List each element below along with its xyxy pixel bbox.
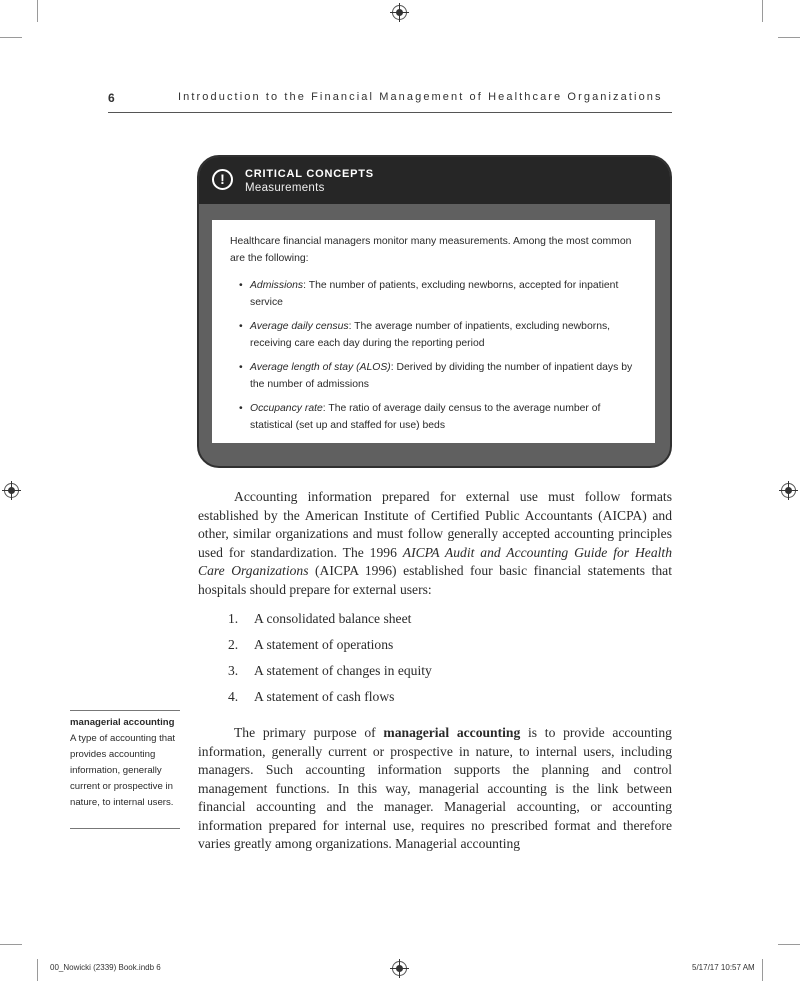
box-intro: Healthcare financial managers monitor many measurements. Among the most common are the following: (230, 236, 632, 264)
measurement-term: Average daily census (250, 321, 349, 332)
crop-mark (0, 37, 22, 38)
crop-mark (762, 959, 763, 981)
key-term: managerial accounting (383, 725, 521, 740)
guide-title: AICPA Audit and Accounting Guide for Health Care Organizations (198, 544, 672, 578)
list-number: 4. (228, 689, 239, 704)
measurement-term: Average length of stay (ALOS) (250, 362, 391, 373)
box-content (212, 220, 655, 443)
bullet-icon: • (239, 362, 243, 373)
measurement-definition: : The ratio of average daily census to the average number of statistical (set up and staffed for use) beds (250, 403, 601, 431)
measurement-term: Occupancy rate (250, 403, 323, 414)
paragraph-text: Accounting information prepared for external use must follow formats established by the American Institute of Certified Public Accountants (AICPA) and other, similar organizations and must follow generally accepted accounting principles used for standardization. The 1996 (198, 489, 672, 560)
list-item (230, 400, 643, 434)
list-item (228, 689, 628, 715)
header-rule (108, 112, 672, 113)
crop-mark (37, 0, 38, 22)
list-number: 1. (228, 611, 239, 626)
footer-file-slug: 00_Nowicki (2339) Book.indb 6 (50, 963, 161, 972)
crop-mark (778, 944, 800, 945)
registration-mark-icon (392, 961, 407, 976)
paragraph-text: (AICPA 1996) established four basic financial statements that hospitals should prepare for external users: (198, 563, 672, 597)
footer-timestamp: 5/17/17 10:57 AM (692, 963, 755, 972)
page-number: 6 (108, 91, 115, 105)
measurement-term: Admissions (250, 280, 304, 291)
box-header (199, 157, 670, 204)
bullet-icon: • (239, 321, 243, 332)
list-number: 2. (228, 637, 239, 652)
list-number: 3. (228, 663, 239, 678)
registration-mark-icon (4, 483, 19, 498)
list-item-text: A statement of operations (254, 637, 394, 652)
list-item-text: A consolidated balance sheet (254, 611, 412, 626)
critical-concepts-box (197, 155, 672, 468)
paragraph-text: is to provide accounting information, generally current or prospective in nature, to internal users, including managers. Such accounting information supports the planning and control management functions. In this way, managerial accounting is the link between financial accounting and the manager. Managerial accounting, or accounting information prepared for internal use, requires no prescribed format and therefore varies greatly among organizations. Managerial accounting (198, 725, 672, 851)
registration-mark-icon (781, 483, 796, 498)
list-item (228, 663, 628, 689)
running-head-title: Introduction to the Financial Management of Healthcare Organizations (178, 91, 663, 103)
sidebar-rule (70, 710, 180, 711)
measurement-definition: : The number of patients, excluding newborns, accepted for inpatient service (250, 280, 619, 308)
sidebar-rule (70, 828, 180, 829)
registration-mark-icon (392, 5, 407, 20)
exclamation-circle-icon: ! (212, 169, 233, 190)
body-paragraph (198, 724, 672, 854)
list-item (230, 318, 643, 352)
list-item (230, 277, 643, 311)
bullet-icon: • (239, 403, 243, 414)
body-paragraph (198, 488, 672, 599)
box-title: CRITICAL CONCEPTS (245, 168, 374, 180)
list-item-text: A statement of changes in equity (254, 663, 432, 678)
financial-statements-list (228, 611, 628, 715)
glossary-definition: A type of accounting that provides accounting information, generally current or prospective in nature, to internal users. (70, 733, 176, 808)
measurement-definition: : The average number of inpatients, excluding newborns, receiving care each day during the reporting period (250, 321, 611, 349)
list-item (228, 637, 628, 663)
list-item-text: A statement of cash flows (254, 689, 395, 704)
list-item (228, 611, 628, 637)
measurements-list (230, 277, 643, 434)
bullet-icon: • (239, 280, 243, 291)
crop-mark (0, 944, 22, 945)
glossary-sidebar (70, 715, 180, 811)
crop-mark (37, 959, 38, 981)
crop-mark (762, 0, 763, 22)
paragraph-text: The primary purpose of (234, 725, 384, 740)
measurement-definition: : Derived by dividing the number of inpatient days by the number of admissions (250, 362, 633, 390)
box-subtitle: Measurements (245, 182, 325, 194)
list-item (230, 359, 643, 393)
crop-mark (778, 37, 800, 38)
glossary-term: managerial accounting (70, 717, 175, 728)
